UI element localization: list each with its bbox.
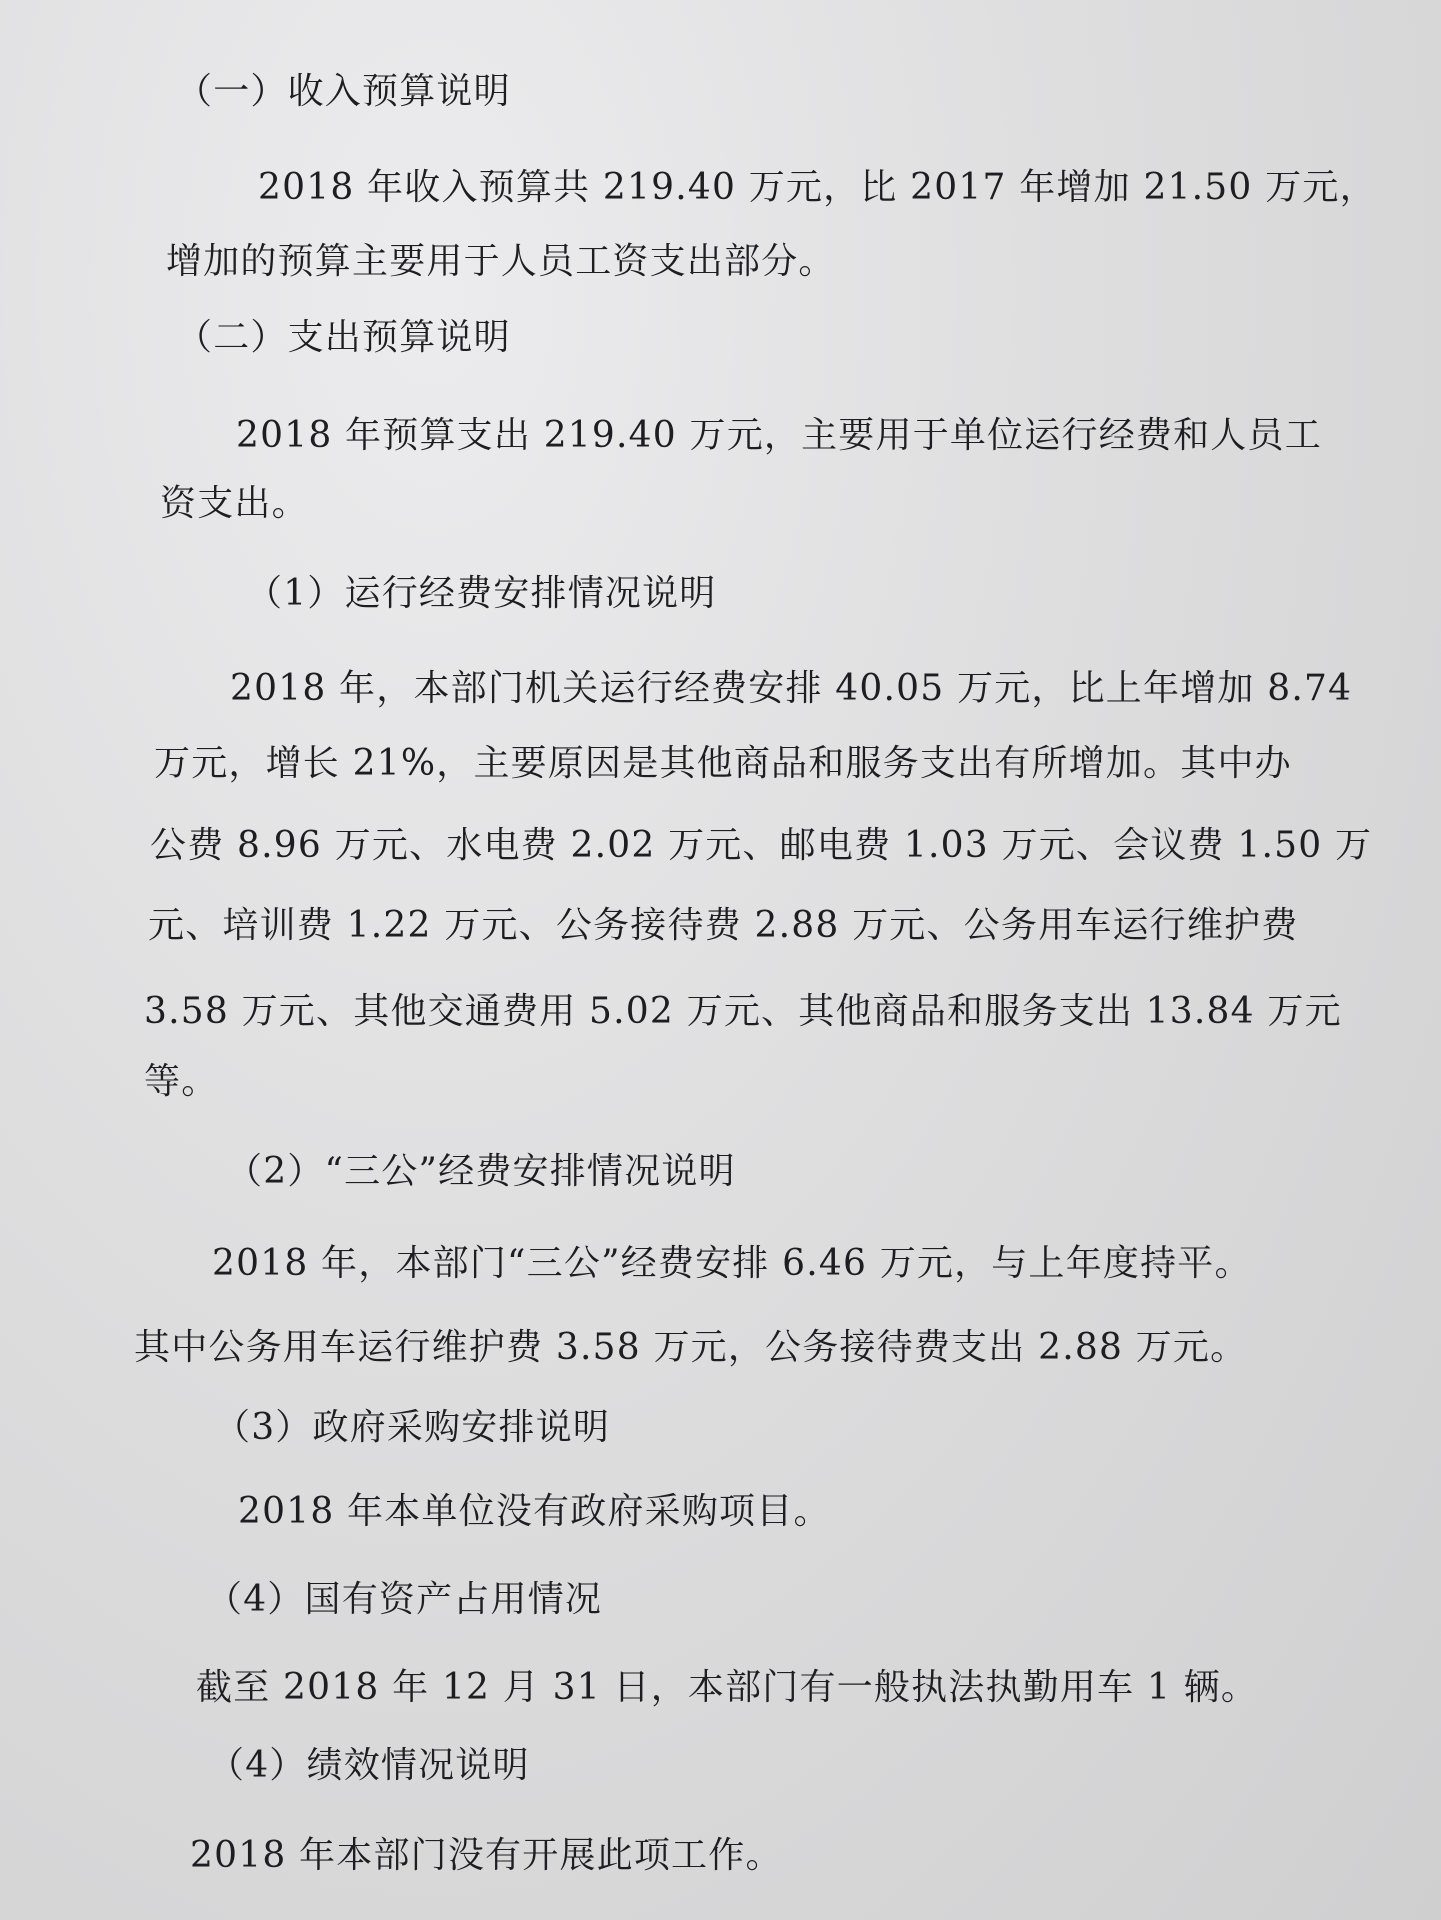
paragraph-line: 增加的预算主要用于人员工资支出部分。	[166, 241, 836, 282]
heading-government-procurement: （3）政府采购安排说明	[214, 1407, 611, 1448]
paragraph-line: 2018 年本单位没有政府采购项目。	[238, 1491, 831, 1532]
heading-income-budget: （一）收入预算说明	[176, 71, 511, 112]
paragraph-line: 元、培训费 1.22 万元、公务接待费 2.88 万元、公务用车运行维护费	[148, 905, 1299, 946]
paragraph-line: 2018 年本部门没有开展此项工作。	[190, 1835, 783, 1876]
paragraph-line: 2018 年，本部门“三公”经费安排 6.46 万元，与上年度持平。	[212, 1243, 1252, 1284]
heading-performance: （4）绩效情况说明	[208, 1745, 530, 1786]
paragraph-line: 资支出。	[160, 483, 309, 524]
paragraph-line: 2018 年，本部门机关运行经费安排 40.05 万元，比上年增加 8.74	[230, 668, 1353, 709]
paragraph-line: 万元，增长 21%，主要原因是其他商品和服务支出有所增加。其中办	[154, 743, 1292, 784]
paragraph-line: 公费 8.96 万元、水电费 2.02 万元、邮电费 1.03 万元、会议费 1.50 万	[150, 825, 1373, 866]
heading-expenditure-budget: （二）支出预算说明	[176, 317, 511, 358]
paragraph-line: 2018 年收入预算共 219.40 万元，比 2017 年增加 21.50 万元，	[258, 167, 1377, 208]
heading-state-assets: （4）国有资产占用情况	[206, 1579, 603, 1620]
paragraph-line: 3.58 万元、其他交通费用 5.02 万元、其他商品和服务支出 13.84 万元	[144, 991, 1342, 1032]
paragraph-line: 截至 2018 年 12 月 31 日，本部门有一般执法执勤用车 1 辆。	[196, 1667, 1259, 1708]
heading-operating-costs: （1）运行经费安排情况说明	[246, 573, 717, 614]
paragraph-line: 等。	[144, 1061, 219, 1102]
heading-three-public-expenses: （2）“三公”经费安排情况说明	[226, 1151, 736, 1192]
paragraph-line: 其中公务用车运行维护费 3.58 万元，公务接待费支出 2.88 万元。	[134, 1327, 1248, 1368]
paragraph-line: 2018 年预算支出 219.40 万元，主要用于单位运行经费和人员工	[236, 415, 1322, 456]
